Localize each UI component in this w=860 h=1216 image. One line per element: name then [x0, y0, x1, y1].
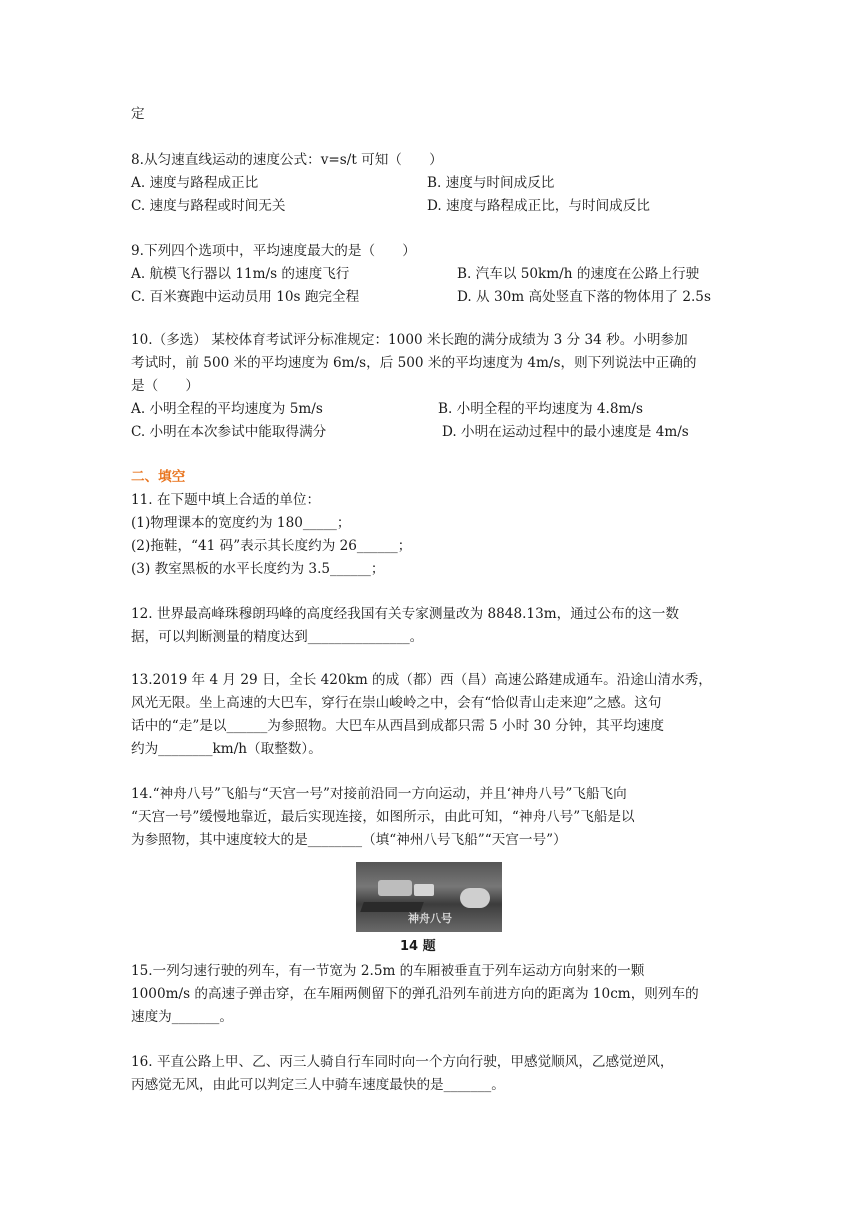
- q8-option-c: C. 速度与路程或时间无关: [131, 198, 286, 214]
- q10-stem-line3: 是（ ）: [131, 378, 199, 394]
- section-heading-fill-in: 二、填空: [131, 469, 186, 485]
- q9-option-d: D. 从 30m 高处竖直下落的物体用了 2.5s: [457, 289, 711, 305]
- q16-line2: 丙感觉无风，由此可以判定三人中骑车速度最快的是_______。: [131, 1077, 505, 1093]
- q11-part3: (3) 教室黑板的水平长度约为 3.5______；: [131, 561, 385, 577]
- q14-line2: “天宫一号”缓慢地靠近，最后实现连接，如图所示，由此可知，“神舟八号”飞船是以: [131, 809, 635, 825]
- q10-stem-line1: 10.（多选） 某校体育考试评分标准规定：1000 米长跑的满分成绩为 3 分 34 秒。小明参加: [131, 332, 688, 348]
- figure-caption: 14 题: [400, 939, 436, 954]
- q9-option-b: B. 汽车以 50km/h 的速度在公路上行驶: [457, 266, 700, 282]
- q15-line3: 速度为_______。: [131, 1009, 233, 1025]
- continued-text: 定: [131, 106, 145, 122]
- q13-line4: 约为________km/h（取整数）。: [131, 741, 322, 757]
- q14-line1: 14.“神舟八号”飞船与“天宫一号”对接前沿同一方向运动，并且‘神舟八号”飞船飞向: [131, 786, 627, 802]
- spacecraft-module-shape: [460, 888, 490, 908]
- q8-option-d: D. 速度与路程成正比，与时间成反比: [427, 198, 650, 214]
- spacecraft-docking-photo: [356, 862, 502, 932]
- q13-line2: 风光无限。坐上高速的大巴车，穿行在崇山峻岭之中，会有“恰似青山走来迎”之感。这句: [131, 695, 662, 711]
- q14-line3: 为参照物，其中速度较大的是________（填“神州八号飞船”“天宫一号”）: [131, 832, 567, 848]
- q10-option-d: D. 小明在运动过程中的最小速度是 4m/s: [442, 424, 689, 440]
- q9-option-a: A. 航模飞行器以 11m/s 的速度飞行: [131, 266, 350, 282]
- q8-option-b: B. 速度与时间成反比: [427, 175, 555, 191]
- q10-stem-line2: 考试时，前 500 米的平均速度为 6m/s，后 500 米的平均速度为 4m/s，则下列说法中正确的: [131, 355, 697, 371]
- spacecraft-module-shape: [414, 884, 434, 896]
- figure-photo-label: 神舟八号: [408, 912, 452, 925]
- q13-line1: 13.2019 年 4 月 29 日，全长 420km 的成（都）西（昌）高速公路建成通车。沿途山清水秀，: [131, 672, 712, 688]
- q11-part2: (2)拖鞋，“41 码”表示其长度约为 26______；: [131, 538, 412, 554]
- q12-line2: 据，可以判断测量的精度达到_______________。: [131, 629, 424, 645]
- q8-option-a: A. 速度与路程成正比: [131, 175, 259, 191]
- q8-stem: 8.从匀速直线运动的速度公式：v=s/t 可知（ ）: [131, 152, 443, 168]
- q11-part1: (1)物理课本的宽度约为 180_____；: [131, 515, 351, 531]
- q16-line1: 16. 平直公路上甲、乙、丙三人骑自行车同时向一个方向行驶，甲感觉顺风，乙感觉逆风，: [131, 1054, 674, 1070]
- q12-line1: 12. 世界最高峰珠穆朗玛峰的高度经我国有关专家测量改为 8848.13m，通过公布的这一数: [131, 606, 679, 622]
- spacecraft-module-shape: [378, 880, 412, 896]
- q15-line2: 1000m/s 的高速子弹击穿，在车厢两侧留下的弹孔沿列车前进方向的距离为 10cm，则列车的: [131, 986, 699, 1002]
- q10-option-a: A. 小明全程的平均速度为 5m/s: [131, 401, 323, 417]
- q11-stem: 11. 在下题中填上合适的单位：: [131, 492, 321, 508]
- q10-option-c: C. 小明在本次参试中能取得满分: [131, 424, 327, 440]
- q15-line1: 15.一列匀速行驶的列车，有一节宽为 2.5m 的车厢被垂直于列车运动方向射来的一颗: [131, 963, 645, 979]
- q13-line3: 话中的“走”是以______为参照物。大巴车从西昌到成都只需 5 小时 30 分钟，其平均速度: [131, 718, 664, 734]
- q9-stem: 9.下列四个选项中，平均速度最大的是（ ）: [131, 243, 416, 259]
- q9-option-c: C. 百米赛跑中运动员用 10s 跑完全程: [131, 289, 360, 305]
- q10-option-b: B. 小明全程的平均速度为 4.8m/s: [438, 401, 643, 417]
